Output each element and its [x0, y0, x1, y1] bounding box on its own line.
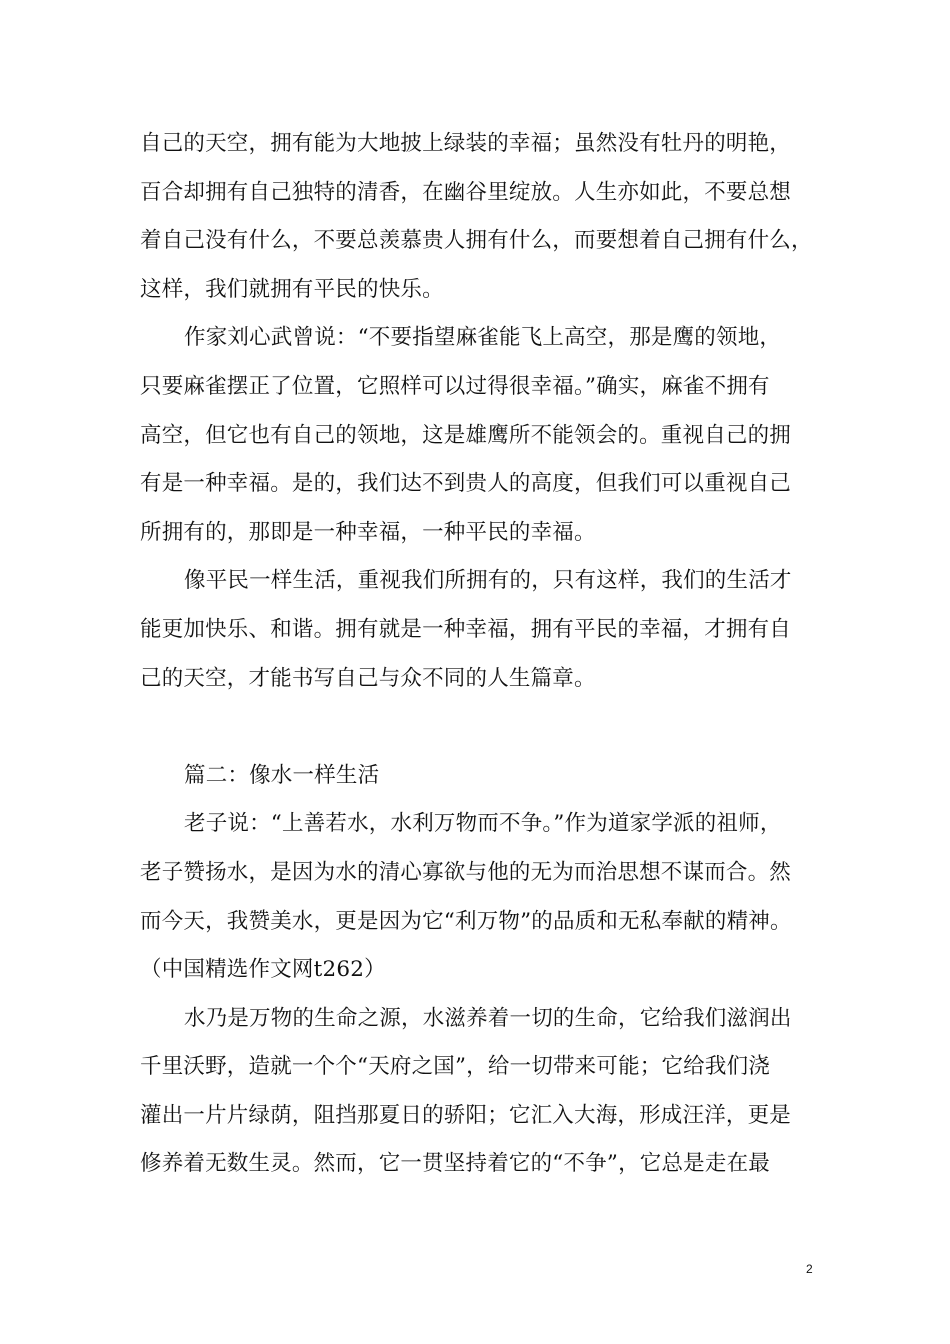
text-line: 老子说：“上善若水，水利万物而不争。”作为道家学派的祖师， [184, 811, 782, 837]
text-line: 所拥有的，那即是一种幸福，一种平民的幸福。 [140, 519, 596, 545]
text-line: 有是一种幸福。是的，我们达不到贵人的高度，但我们可以重视自己 [140, 471, 792, 497]
text-line: 高空，但它也有自己的领地，这是雄鹰所不能领会的。重视自己的拥 [140, 422, 792, 448]
text-line: 水乃是万物的生命之源，水滋养着一切的生命，它给我们滋润出 [184, 1005, 792, 1031]
text-line: 灌出一片片绿荫，阻挡那夏日的骄阳；它汇入大海，形成汪洋，更是 [140, 1102, 792, 1128]
text-line: 像平民一样生活，重视我们所拥有的，只有这样，我们的生活才 [184, 568, 792, 594]
text-line: 这样，我们就拥有平民的快乐。 [140, 276, 444, 302]
text-line: 老子赞扬水，是因为水的清心寡欲与他的无为而治思想不谋而合。然 [140, 859, 792, 885]
text-line: 百合却拥有自己独特的清香，在幽谷里绽放。人生亦如此，不要总想 [140, 179, 792, 205]
text-line: 修养着无数生灵。然而，它一贯坚持着它的“不争”，它总是走在最 [140, 1151, 770, 1177]
page-number: 2 [806, 1262, 813, 1276]
paragraph [140, 120, 820, 314]
section-title: 篇二：像水一样生活 [184, 762, 380, 788]
paragraph [140, 995, 820, 1189]
text-line: 着自己没有什么，不要总羡慕贵人拥有什么，而要想着自己拥有什么， [140, 228, 813, 254]
text-line: 只要麻雀摆正了位置，它照样可以过得很幸福。”确实，麻雀不拥有 [140, 373, 770, 399]
section-heading [140, 752, 820, 801]
text-line: 而今天，我赞美水，更是因为它“利万物”的品质和无私奉献的精神。 [140, 908, 792, 934]
paragraph [140, 557, 820, 703]
text-line: 能更加快乐、和谐。拥有就是一种幸福，拥有平民的幸福，才拥有自 [140, 616, 792, 642]
paragraph-gap [140, 703, 820, 752]
text-line: 千里沃野，造就一个个“天府之国”，给一切带来可能；它给我们浇 [140, 1054, 770, 1080]
paragraph [140, 314, 820, 557]
text-line: 自己的天空，拥有能为大地披上绿装的幸福；虽然没有牡丹的明艳， [140, 131, 792, 156]
text-line: （中国精选作文网t262） [140, 957, 386, 983]
paragraph [140, 800, 820, 994]
text-line: 作家刘心武曾说：“不要指望麻雀能飞上高空，那是鹰的领地， [184, 325, 782, 351]
body-text [140, 120, 820, 1189]
text-line: 己的天空，才能书写自己与众不同的人生篇章。 [140, 665, 596, 691]
